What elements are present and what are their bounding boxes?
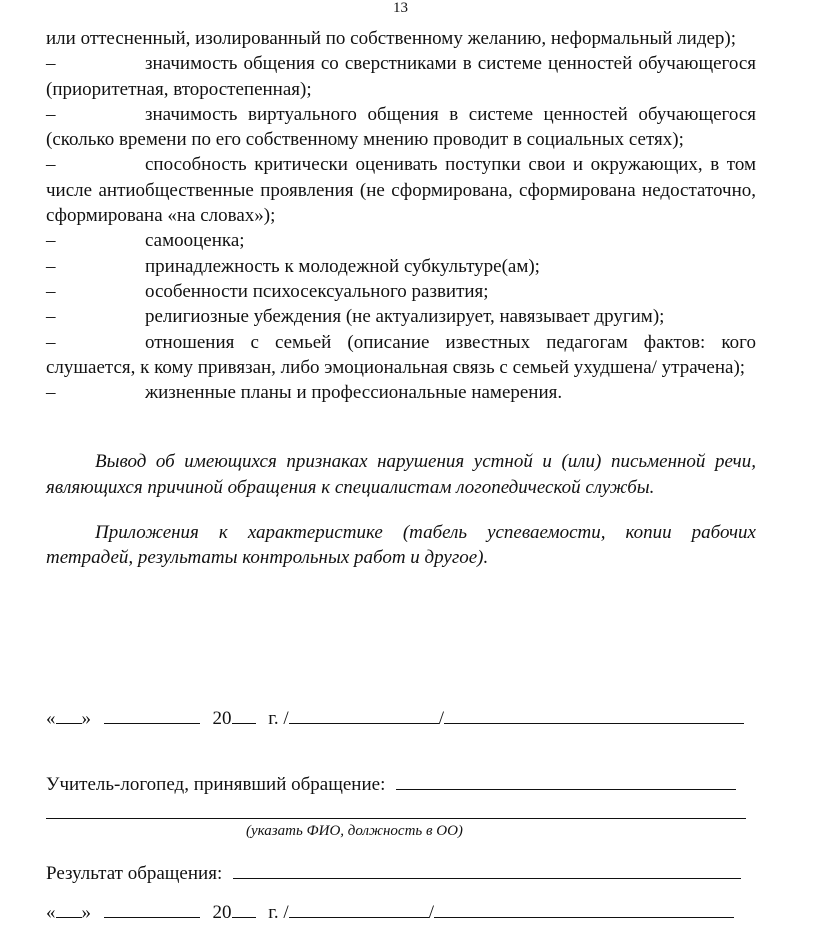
name-field[interactable] <box>444 705 744 724</box>
appendix-paragraph: Приложения к характеристике (табель успеваемости, копии рабочих тетрадей, результаты контрольных работ и другое). <box>46 522 756 569</box>
signature-field[interactable] <box>289 705 439 724</box>
list-dash: – <box>46 306 56 328</box>
list-dash: – <box>46 53 56 75</box>
list-dash: – <box>46 255 56 277</box>
month-field[interactable] <box>104 705 200 724</box>
intro-paragraph: или оттесненный, изолированный по собственному желанию, неформальный лидер); <box>46 28 737 49</box>
list-item <box>46 51 756 102</box>
result-line <box>46 860 741 885</box>
open-quote: « <box>46 708 56 729</box>
signature-field[interactable] <box>289 899 429 918</box>
list-item <box>46 228 756 253</box>
name-field[interactable] <box>434 899 734 918</box>
day-field[interactable] <box>56 899 82 918</box>
year-suffix: г. / <box>268 902 289 923</box>
year-prefix: 20 <box>212 902 232 923</box>
open-quote: « <box>46 902 56 923</box>
month-field[interactable] <box>104 899 200 918</box>
list-dash: – <box>46 280 56 302</box>
page-number: 13 <box>393 0 408 16</box>
day-field[interactable] <box>56 705 82 724</box>
list-item <box>46 330 756 381</box>
list-dash: – <box>46 382 56 404</box>
list-dash: – <box>46 331 56 353</box>
list-item <box>46 279 756 304</box>
list-item <box>46 152 756 228</box>
list-item <box>46 304 756 329</box>
close-quote: » <box>81 708 91 729</box>
list-item-text: религиозные убеждения (не актуализирует, навязывает другим); <box>145 306 665 328</box>
teacher-label: Учитель-логопед, принявший обращение: <box>46 774 386 795</box>
year-prefix: 20 <box>212 708 232 729</box>
year-field[interactable] <box>232 899 256 918</box>
list-dash: – <box>46 103 56 125</box>
result-field[interactable] <box>233 860 741 879</box>
conclusion-paragraph: Вывод об имеющихся признаках нарушения устной и (или) письменной речи, являющихся причиной обращения к специалистам логопедической службы. <box>46 451 756 498</box>
list-item-text: принадлежность к молодежной субкультуре(ам); <box>145 255 540 277</box>
year-suffix: г. / <box>268 708 289 729</box>
body-text <box>46 26 756 590</box>
list-item <box>46 380 756 405</box>
list-item <box>46 254 756 279</box>
teacher-field-line-2[interactable] <box>46 818 746 819</box>
list-item <box>46 102 756 153</box>
criteria-list <box>46 51 756 405</box>
fio-hint: (указать ФИО, должность в ОО) <box>246 823 463 839</box>
list-dash: – <box>46 230 56 252</box>
list-item-text: значимость виртуального общения в системе ценностей обучающегося (сколько времени по его собственному мнению проводит в социальных сетях); <box>46 103 756 151</box>
list-item-text: жизненные планы и профессиональные намерения. <box>145 382 563 404</box>
list-item-text: особенности психосексуального развития; <box>145 280 489 302</box>
list-item-text: способность критически оценивать поступки свои и окружающих, в том числе антиобщественные проявления (не сформирована, сформирована недостаточно, сформирована «на словах»); <box>46 154 756 227</box>
list-item-text: самооценка; <box>145 230 245 252</box>
teacher-field[interactable] <box>396 771 736 790</box>
teacher-line <box>46 771 736 796</box>
date-line-2 <box>46 899 734 924</box>
list-item-text: отношения с семьей (описание известных педагогам фактов: кого слушается, к кому привязан, либо эмоциональная связь с семьей ухудшена/ утрачена); <box>46 331 756 378</box>
result-label: Результат обращения: <box>46 863 223 884</box>
date-line-1 <box>46 705 744 730</box>
year-field[interactable] <box>232 705 256 724</box>
close-quote: » <box>81 902 91 923</box>
list-item-text: значимость общения со сверстниками в системе ценностей обучающегося (приоритетная, второстепенная); <box>46 53 756 100</box>
list-dash: – <box>46 154 56 176</box>
separator: / <box>428 902 434 923</box>
separator: / <box>438 708 444 729</box>
